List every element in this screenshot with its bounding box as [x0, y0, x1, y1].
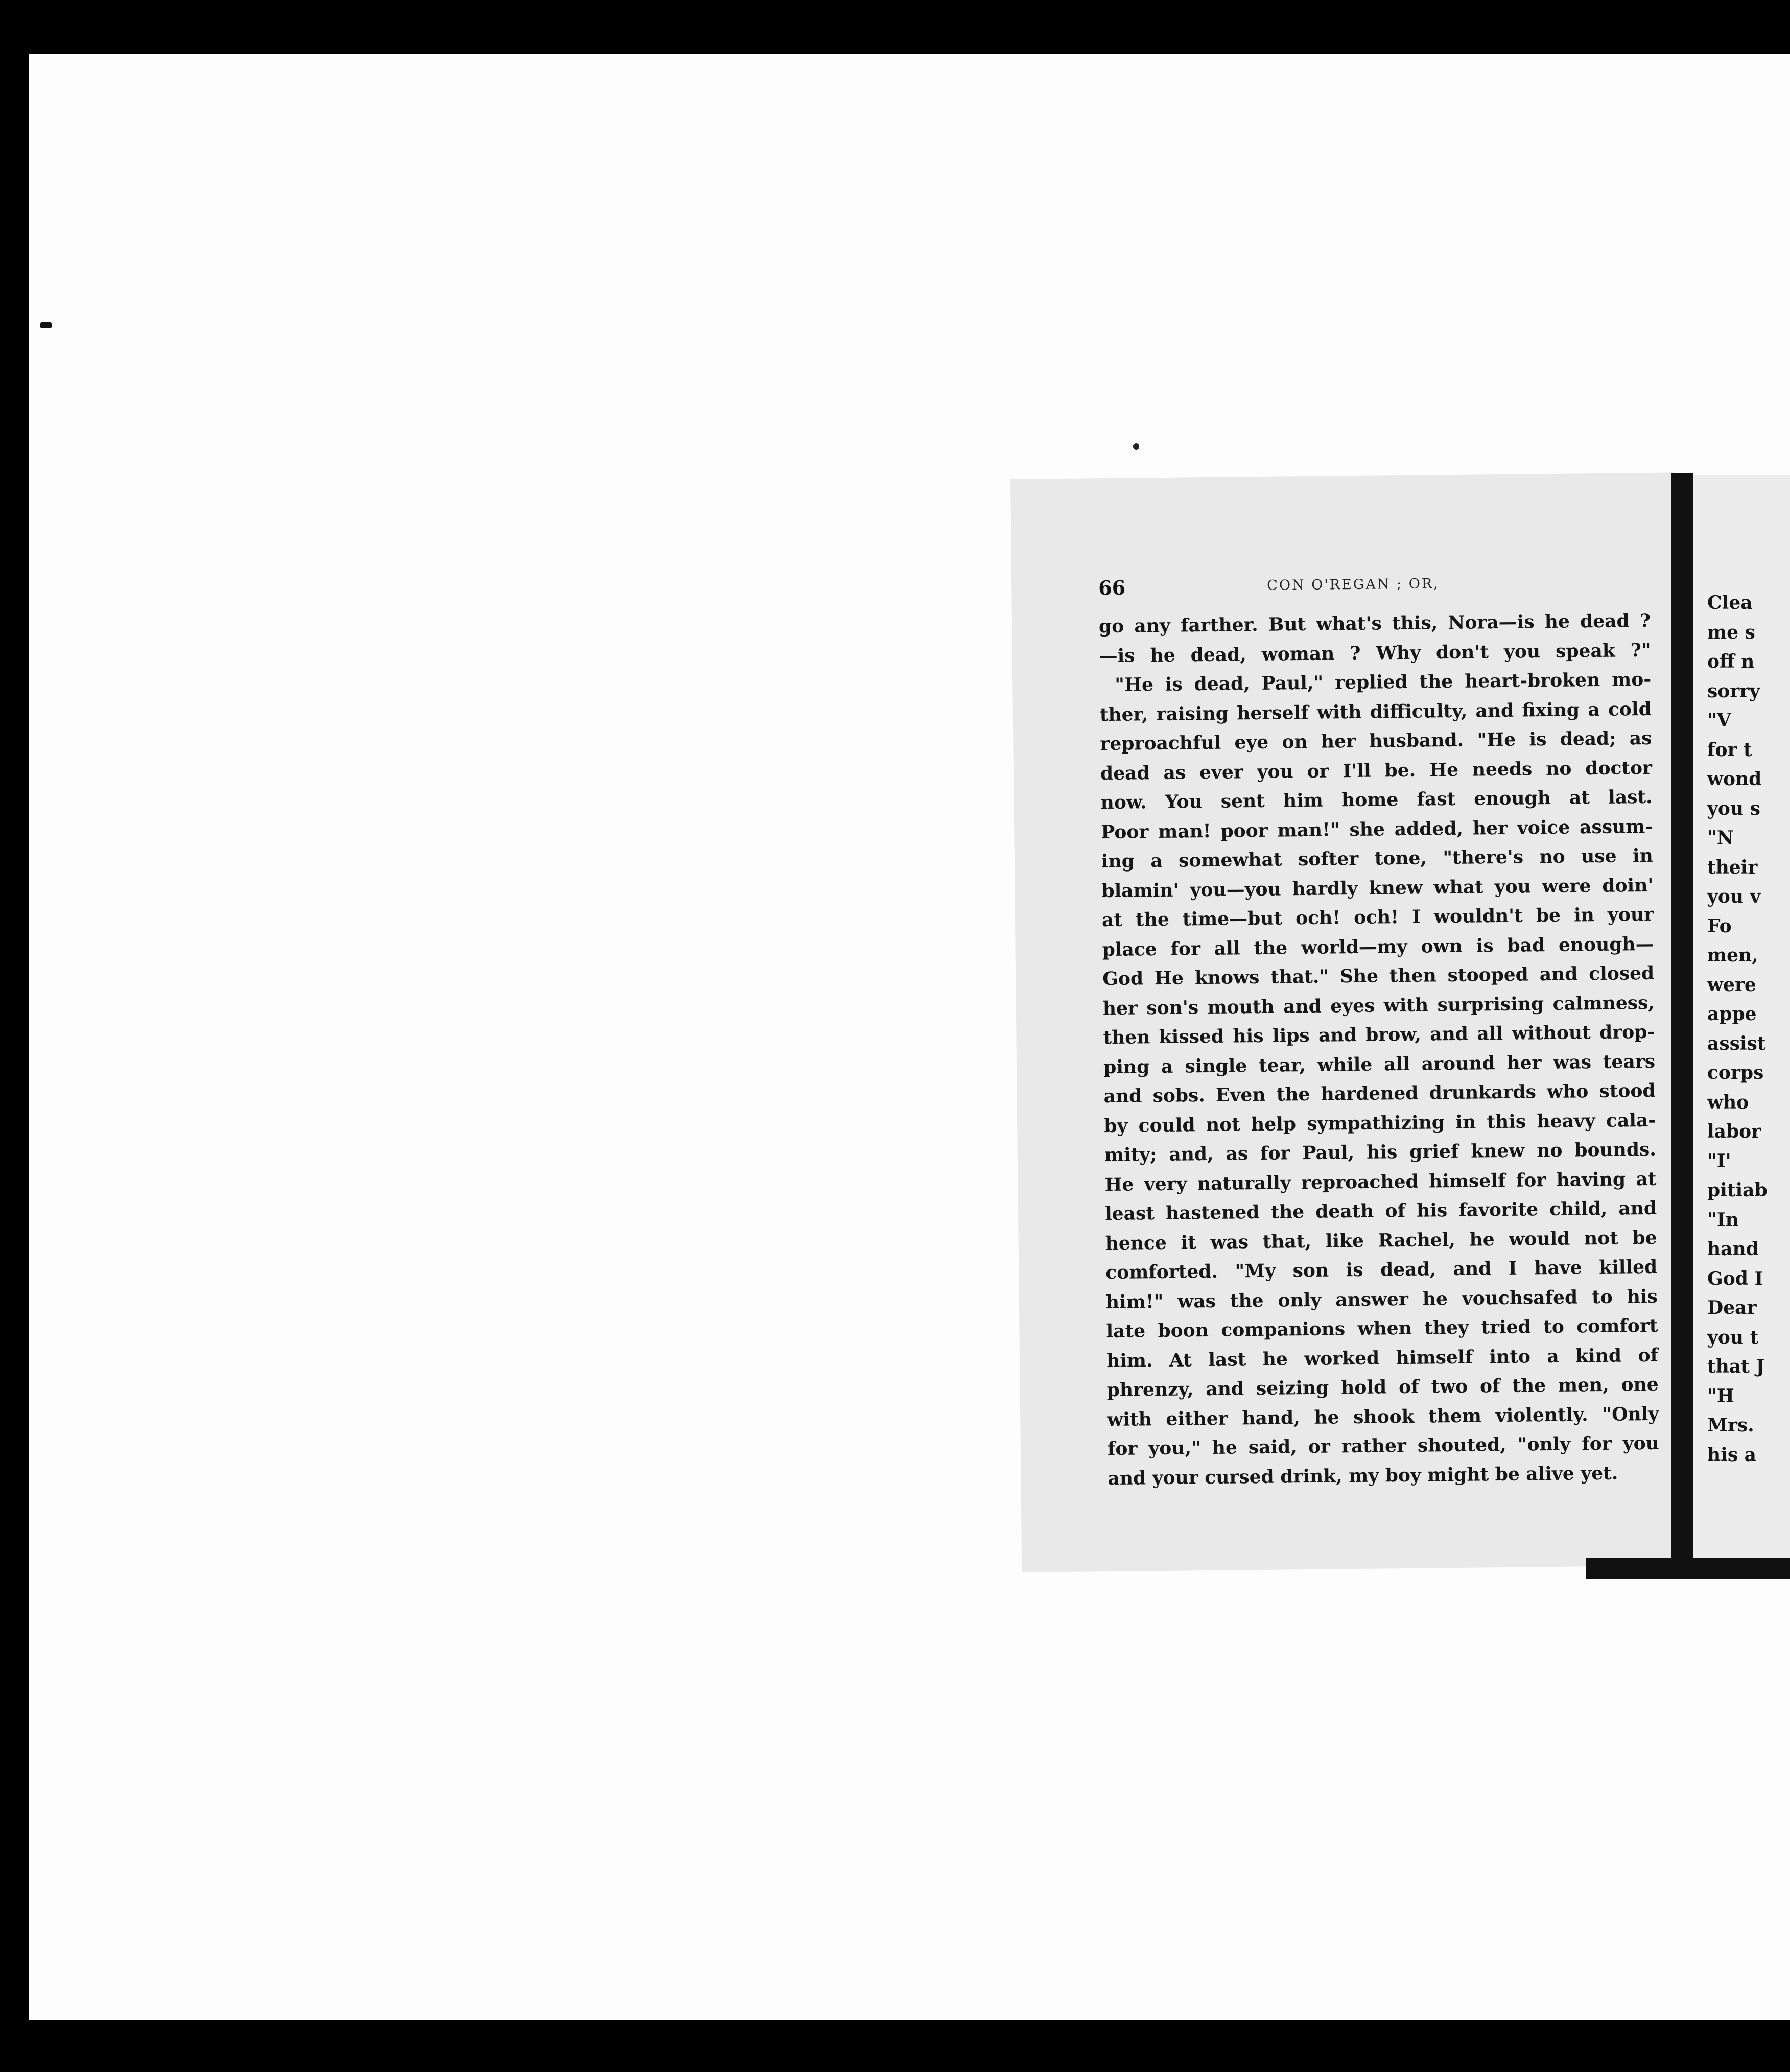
text-line: reproachful eye on her husband. "He is dead; as: [1100, 727, 1652, 755]
text-line: "H: [1707, 1385, 1734, 1407]
text-line: "He is dead, Paul," replied the heart-broken mo-: [1115, 668, 1652, 696]
running-title: CON O'REGAN ; OR,: [1267, 576, 1440, 594]
text-line: his a: [1707, 1444, 1756, 1466]
text-line: me s: [1707, 621, 1755, 643]
text-line: phrenzy, and seizing hold of two of the men, one: [1106, 1373, 1659, 1401]
text-line: you t: [1707, 1326, 1759, 1348]
book-spine-foot: [1586, 1558, 1790, 1579]
text-line: you v: [1707, 886, 1761, 907]
text-line: sorry: [1707, 680, 1760, 702]
text-line: were: [1707, 974, 1756, 996]
dust-speck: [1133, 443, 1139, 450]
text-line: assist: [1707, 1032, 1766, 1054]
text-line: dead as ever you or I'll be. He needs no doctor: [1100, 757, 1653, 784]
left-page: [1010, 472, 1686, 1572]
text-line: him!" was the only answer he vouchsafed to his: [1105, 1285, 1658, 1313]
text-line: you s: [1707, 797, 1760, 819]
text-line: "I': [1707, 1150, 1731, 1172]
text-line: God He knows that." She then stooped and closed: [1102, 962, 1655, 990]
text-line: wond: [1707, 768, 1762, 790]
text-line: Fo: [1707, 915, 1732, 937]
page-body-text: [1099, 606, 1660, 1493]
text-line: men,: [1707, 945, 1758, 966]
text-line: who: [1707, 1091, 1749, 1113]
film-border-bottom: [0, 2020, 1790, 2072]
text-line: go any farther. But what's this, Nora—is he dead ?: [1098, 609, 1651, 638]
text-line: with either hand, he shook them violently. "Only: [1107, 1403, 1659, 1430]
text-line: by could not help sympathizing in this heavy cala-: [1104, 1109, 1656, 1137]
text-line: ping a single tear, while all around her was tears: [1103, 1050, 1656, 1078]
text-line: blamin' you—you hardly knew what you were doin': [1101, 874, 1654, 902]
text-line: He very naturally reproached himself for having at: [1104, 1168, 1657, 1195]
text-line: Dear: [1707, 1297, 1757, 1318]
text-line: —is he dead, woman ? Why don't you speak ?": [1099, 639, 1651, 667]
film-border-top: [0, 0, 1790, 54]
text-line: hand: [1707, 1238, 1759, 1260]
text-line: mity; and, as for Paul, his grief knew no bounds.: [1104, 1138, 1657, 1166]
text-line: their: [1707, 856, 1758, 878]
text-line: Mrs.: [1707, 1415, 1754, 1436]
text-line: God I: [1707, 1267, 1763, 1289]
book-spine-gutter: [1671, 473, 1693, 1576]
text-line: Clea: [1707, 592, 1753, 614]
text-line: and your cursed drink, my boy might be alive yet.: [1108, 1462, 1618, 1489]
text-line: "V: [1707, 710, 1731, 731]
right-page-text: [1707, 588, 1790, 1470]
text-line: place for all the world—my own is bad enough—: [1102, 933, 1654, 960]
text-line: "In: [1707, 1209, 1739, 1231]
page-number: 66: [1098, 576, 1126, 600]
text-line: labor: [1707, 1121, 1761, 1142]
text-line: that J: [1707, 1356, 1765, 1377]
text-line: her son's mouth and eyes with surprising calmness,: [1102, 992, 1655, 1019]
text-line: hence it was that, like Rachel, he would not be: [1105, 1227, 1657, 1254]
text-line: at the time—but och! och! I wouldn't be in your: [1101, 903, 1654, 931]
film-edge-mark: [40, 322, 52, 328]
text-line: corps: [1707, 1062, 1764, 1084]
text-line: least hastened the death of his favorite child, and: [1104, 1197, 1657, 1225]
text-line: and sobs. Even the hardened drunkards who stood: [1103, 1079, 1656, 1108]
text-line: pitiab: [1707, 1180, 1768, 1201]
text-line: off n: [1707, 651, 1755, 672]
text-line: for you," he said, or rather shouted, "only for you: [1107, 1432, 1660, 1460]
right-page-fragment: [1693, 475, 1790, 1558]
text-line: appe: [1707, 1003, 1757, 1025]
text-line: ther, raising herself with difficulty, and fixing a cold: [1099, 698, 1652, 725]
text-line: then kissed his lips and brow, and all without drop-: [1103, 1021, 1655, 1049]
text-line: for t: [1707, 739, 1752, 761]
text-line: comforted. "My son is dead, and I have killed: [1105, 1256, 1658, 1284]
text-line: now. You sent him home fast enough at last.: [1100, 786, 1653, 814]
text-line: ing a somewhat softer tone, "there's no use in: [1101, 844, 1654, 873]
film-border-left: [0, 0, 29, 2072]
text-line: him. At last he worked himself into a kind of: [1106, 1344, 1659, 1372]
text-line: late boon companions when they tried to comfort: [1106, 1314, 1658, 1343]
text-line: "N: [1707, 827, 1734, 849]
running-head: [1098, 571, 1656, 607]
text-line: Poor man! poor man!" she added, her voice assum-: [1101, 815, 1653, 843]
